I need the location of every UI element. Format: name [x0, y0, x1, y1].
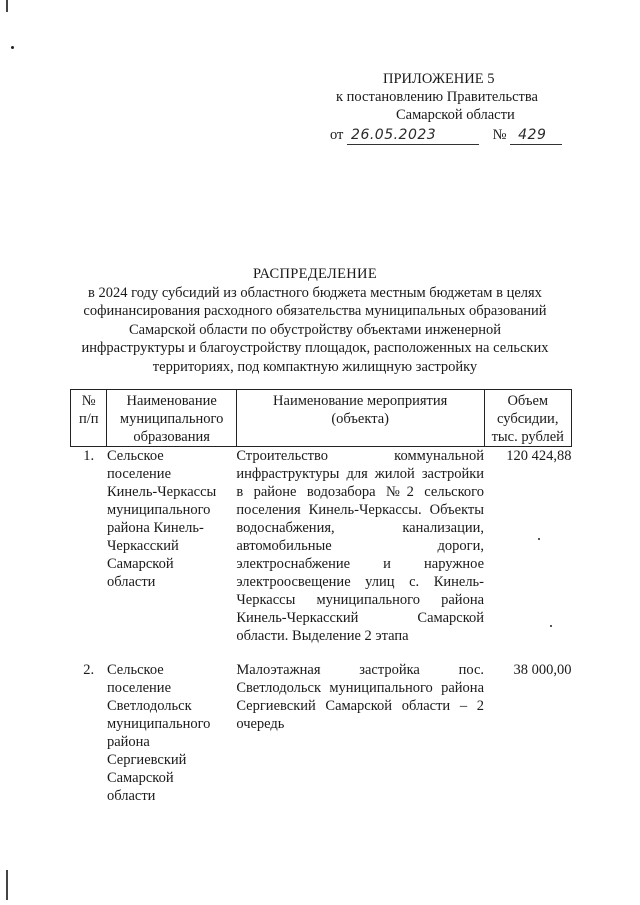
table-header-row [71, 390, 572, 447]
table-row [71, 661, 572, 805]
header-text: Наименование мероприятия [273, 393, 448, 409]
scan-speck [11, 46, 14, 49]
header-municipality [107, 390, 236, 447]
municipality-line: муниципального [106, 502, 211, 518]
date-handwritten: 26.05.2023 [347, 126, 479, 145]
header-text: тыс. рублей [491, 429, 564, 445]
row-event: Строительство коммунальной инфраструктуры для жилой застройки в районе водозабора №2 сельского поселения Кинель-Черкассы. Объекты водоснабжения, канализации, автомобильные дороги, электроснабжение и наружное электроосвещение улиц с. Кинель-Черкассы муниципального района Кинель-Черкасский Самарской области. Выделение 2 этапа [236, 448, 485, 644]
header-amount [484, 390, 571, 447]
header-text: № [81, 393, 96, 409]
header-text: Объем [507, 393, 549, 409]
header-text: субсидии, [497, 411, 559, 427]
title-line: Самарской области по обустройству объектами инженерной [128, 321, 502, 338]
distribution-table [70, 389, 572, 805]
row-amount: 38 000,00 [513, 662, 572, 678]
appendix-reference: к постановлению Правительства [336, 89, 538, 105]
municipality-line: Сельское [106, 662, 164, 678]
row-event: Малоэтажная застройка пос. Светлодольск муниципального района Сергиевский Самарской области – 2 очередь [236, 662, 485, 732]
date-prefix: от [330, 127, 344, 143]
header-event [236, 390, 484, 447]
appendix-header [330, 70, 580, 145]
municipality-line: области [106, 788, 156, 804]
title-line: софинансирования расходного обязательства муниципальных образований [83, 303, 547, 319]
appendix-region: Самарской области [396, 107, 515, 123]
title-line: в 2024 году субсидий из областного бюджета местным бюджетам в целях [88, 284, 542, 301]
appendix-date-line [330, 126, 580, 145]
header-number [71, 390, 107, 447]
number-prefix: № [492, 127, 507, 143]
header-text: Наименование [126, 393, 217, 409]
municipality-line: Сергиевский [106, 752, 187, 768]
scan-edge-mark [6, 0, 8, 12]
header-text: (объекта) [331, 411, 389, 427]
row-municipality [107, 661, 236, 805]
municipality-line: муниципального [106, 716, 211, 732]
municipality-line: Кинель-Черкассы [106, 484, 217, 500]
municipality-line: поселение [106, 466, 171, 482]
row-municipality [107, 447, 236, 662]
row-amount: 120 424,88 [506, 448, 572, 464]
municipality-line: района [106, 734, 150, 750]
municipality-line: Самарской [106, 770, 174, 786]
municipality-line: Сельское [106, 448, 164, 464]
title-line: территориях, под компактную жилищную застройку [152, 358, 478, 375]
table-row [71, 447, 572, 662]
municipality-line: Черкасский [106, 538, 179, 554]
row-number: 1. [83, 448, 95, 464]
document-title: РАСПРЕДЕЛЕНИЕ [253, 266, 377, 282]
municipality-line: области [106, 574, 156, 590]
number-handwritten: 429 [510, 126, 562, 145]
header-text: образования [133, 429, 210, 445]
appendix-title: ПРИЛОЖЕНИЕ 5 [383, 71, 495, 87]
municipality-line: района Кинель- [106, 520, 204, 536]
document-title-block [50, 265, 580, 376]
row-number: 2. [83, 662, 95, 678]
scan-edge-mark [6, 870, 8, 900]
municipality-line: Светлодольск [106, 698, 192, 714]
header-text: муниципального [119, 411, 224, 427]
municipality-line: поселение [106, 680, 171, 696]
header-text: п/п [78, 411, 99, 427]
title-line: инфраструктуры и благоустройству площадок, расположенных на сельских [81, 340, 549, 356]
municipality-line: Самарской [106, 556, 174, 572]
